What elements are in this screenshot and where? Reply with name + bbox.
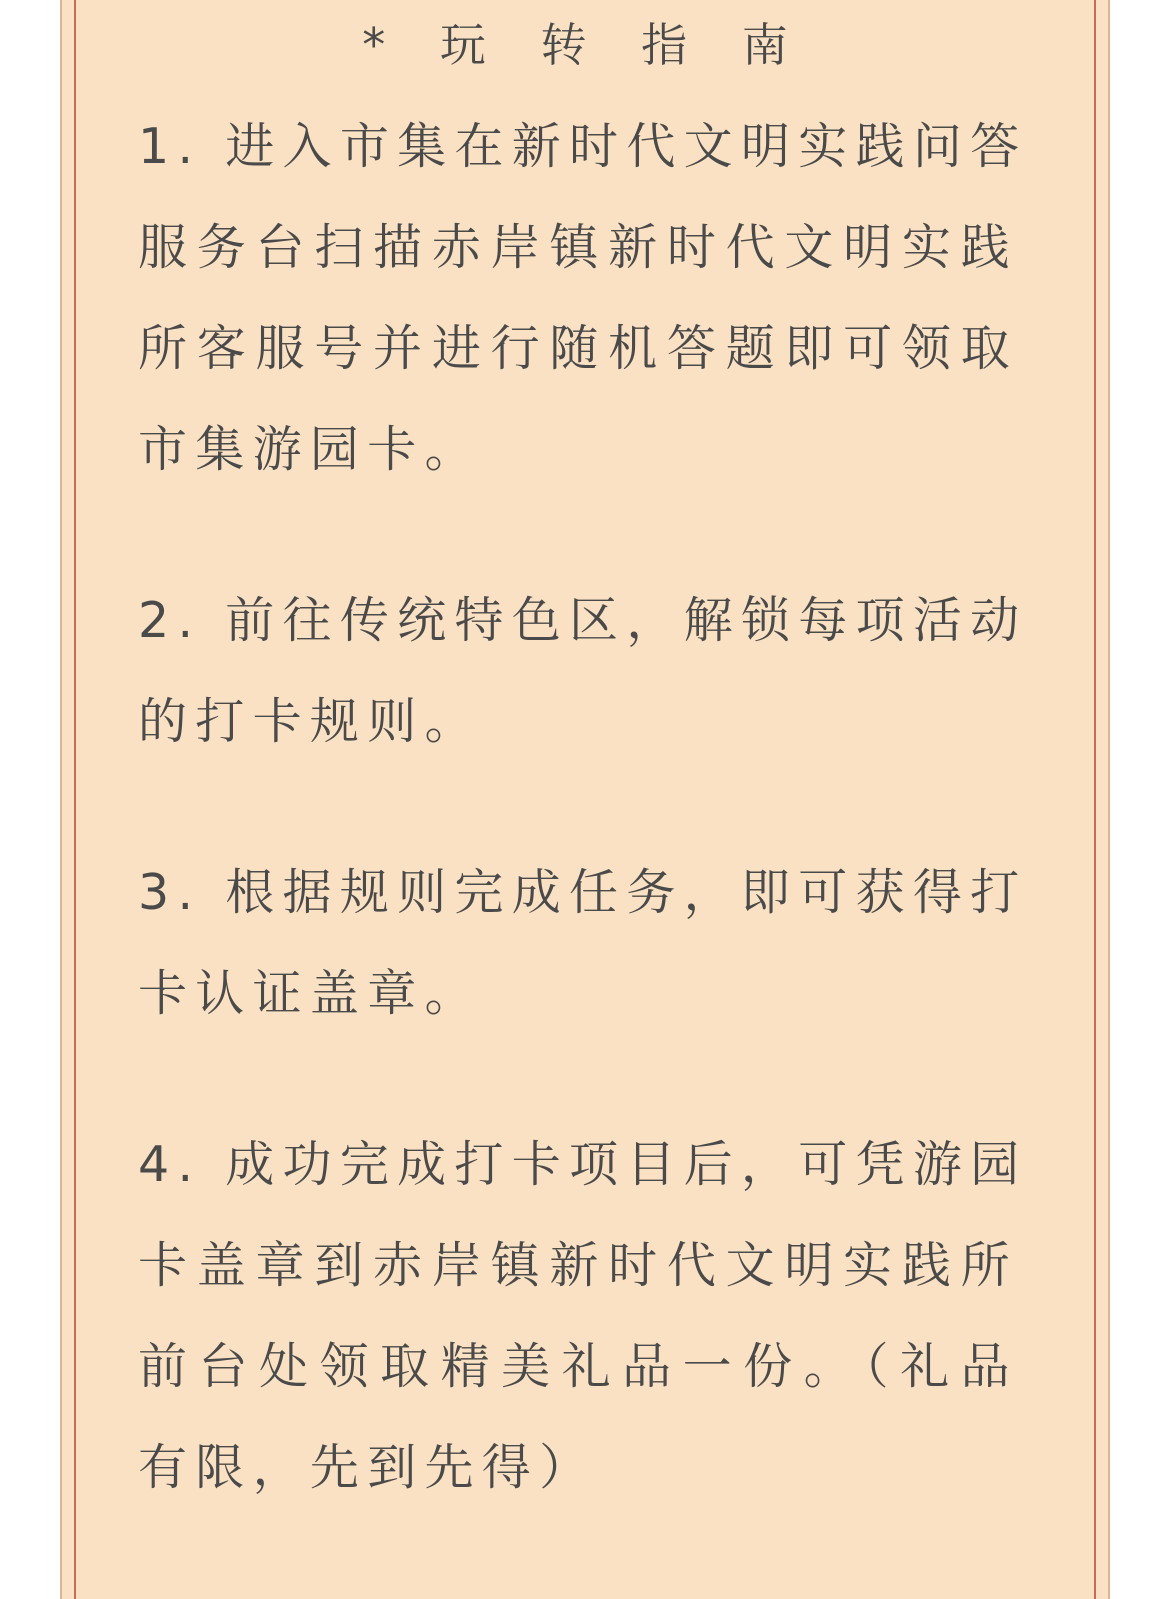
step-1-line-2: 服务台扫描赤岸镇新时代文明实践 xyxy=(138,219,1018,276)
step-4 xyxy=(138,1114,1028,1518)
guide-steps xyxy=(138,96,1028,1588)
step-1 xyxy=(138,96,1028,500)
step-3 xyxy=(138,842,1028,1044)
step-4-line-3: 前台处领取精美礼品一份。（礼品 xyxy=(138,1338,1018,1395)
step-2-line-2: 的打卡规则。 xyxy=(138,693,482,750)
left-border-rule xyxy=(74,0,76,1599)
guide-title: * 玩 转 指 南 xyxy=(362,18,808,72)
right-border-rule xyxy=(1094,0,1096,1599)
step-4-line-1: 4. 成功完成打卡项目后，可凭游园 xyxy=(138,1136,1028,1193)
step-1-line-1: 1. 进入市集在新时代文明实践问答 xyxy=(138,118,1028,175)
step-2-line-1: 2. 前往传统特色区，解锁每项活动 xyxy=(138,592,1028,649)
step-1-line-3: 所客服号并进行随机答题即可领取 xyxy=(138,320,1018,377)
step-3-line-2: 卡认证盖章。 xyxy=(138,965,482,1022)
step-4-line-2: 卡盖章到赤岸镇新时代文明实践所 xyxy=(138,1237,1018,1294)
step-4-line-4: 有限，先到先得） xyxy=(138,1439,597,1496)
step-3-line-1: 3. 根据规则完成任务，即可获得打 xyxy=(138,864,1028,921)
step-2 xyxy=(138,570,1028,772)
step-1-line-4: 市集游园卡。 xyxy=(138,421,482,478)
